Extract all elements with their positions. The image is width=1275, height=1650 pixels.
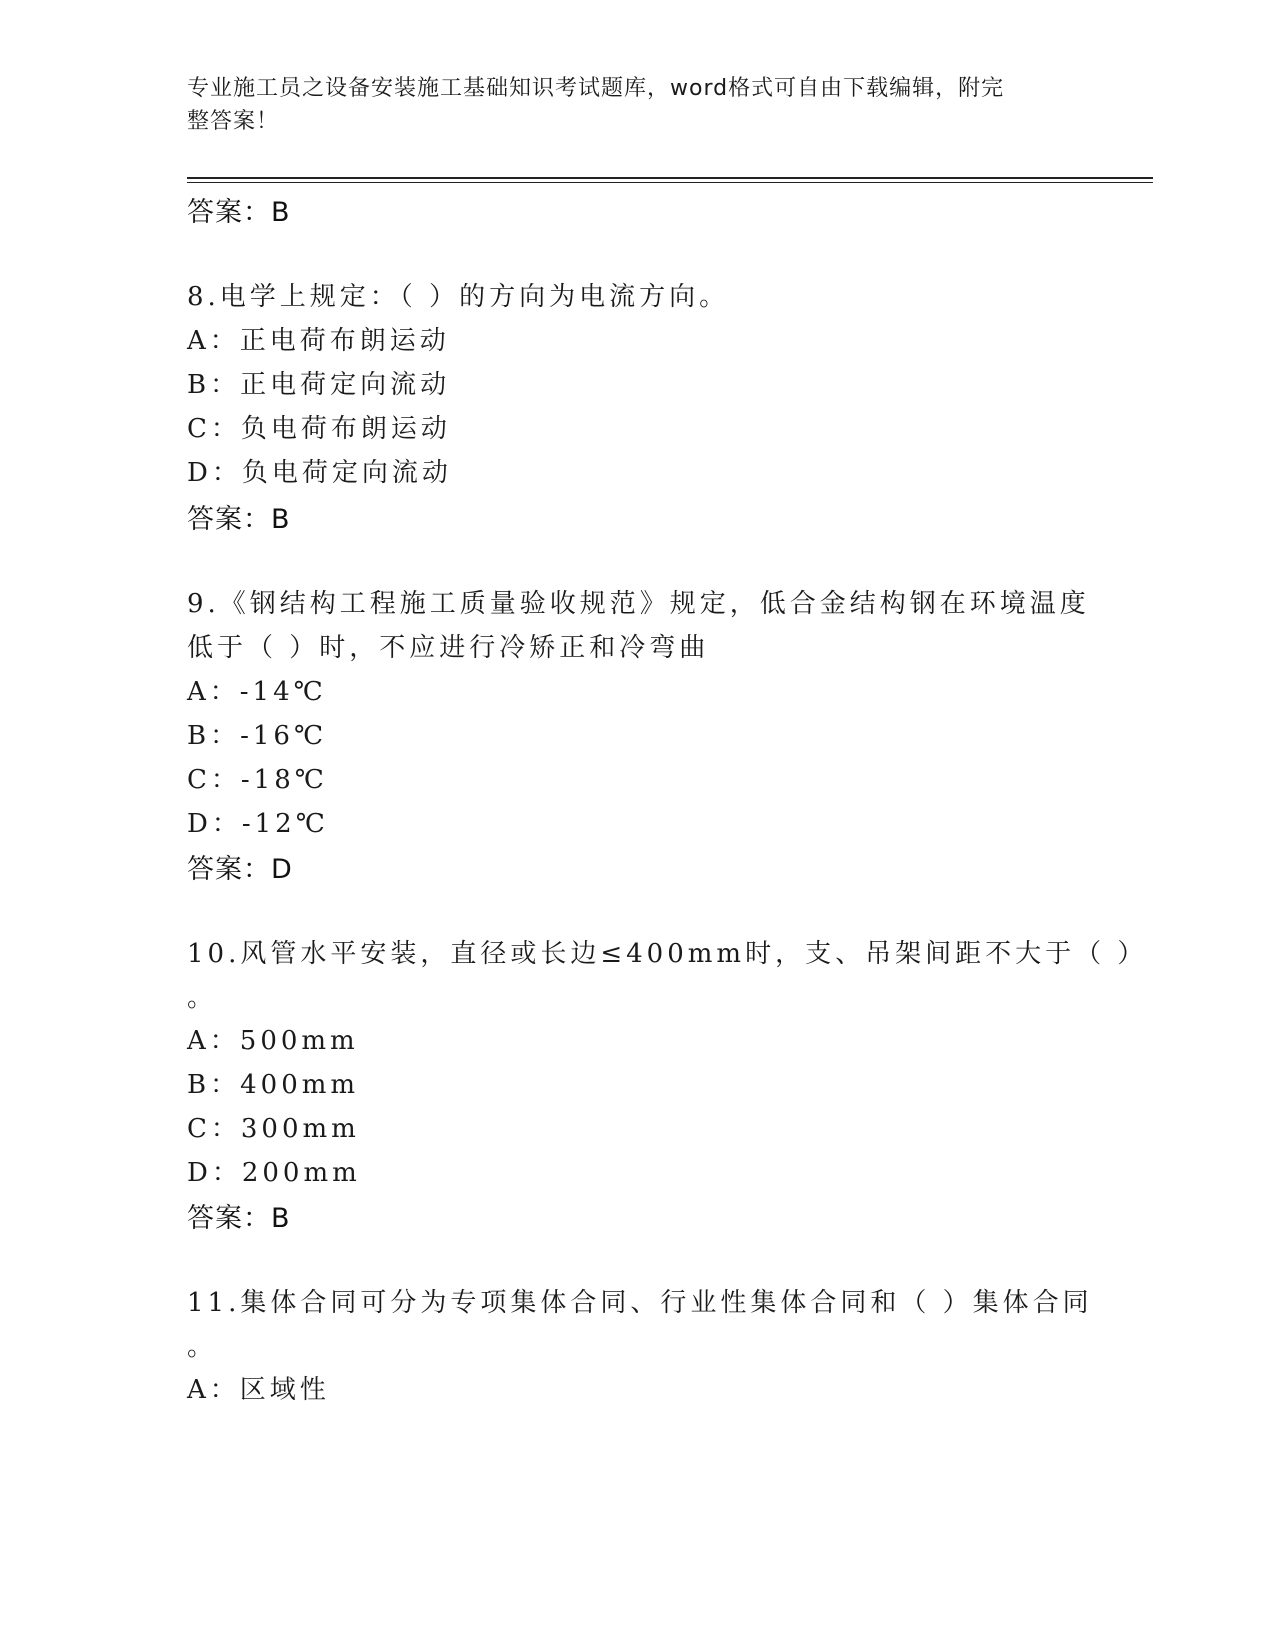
header-divider-thick bbox=[187, 177, 1153, 179]
question-9-stem-line-2: 低于（ ）时，不应进行冷矫正和冷弯曲 bbox=[187, 633, 710, 663]
question-10-stem-line-1: 10.风管水平安装，直径或长边≤400mm时，支、吊架间距不大于（ ） bbox=[187, 939, 1148, 969]
question-8-answer: 答案：B bbox=[187, 504, 291, 535]
question-8-stem: 8.电学上规定：（ ）的方向为电流方向。 bbox=[187, 282, 730, 312]
question-10-option-b: B：400mm bbox=[187, 1070, 360, 1100]
question-9-stem-line-1: 9.《钢结构工程施工质量验收规范》规定，低合金结构钢在环境温度 bbox=[187, 589, 1090, 619]
question-9-option-b: B：-16℃ bbox=[187, 721, 328, 751]
question-9-option-d: D：-12℃ bbox=[187, 809, 329, 839]
question-8-option-b: B：正电荷定向流动 bbox=[187, 370, 451, 400]
header-note bbox=[187, 72, 1067, 138]
header-note-line-2: 整答案！ bbox=[187, 109, 280, 134]
question-8-option-d: D：负电荷定向流动 bbox=[187, 458, 452, 488]
question-8-option-c: C：负电荷布朗运动 bbox=[187, 414, 451, 444]
question-10-option-a: A：500mm bbox=[187, 1026, 359, 1056]
header-note-line-1: 专业施工员之设备安装施工基础知识考试题库，word格式可自由下载编辑，附完 bbox=[187, 76, 1005, 101]
question-9-option-c: C：-18℃ bbox=[187, 765, 328, 795]
question-10-answer: 答案：B bbox=[187, 1203, 291, 1234]
question-11-stem-line-1: 11.集体合同可分为专项集体合同、行业性集体合同和（ ）集体合同 bbox=[187, 1288, 1093, 1318]
question-8-option-a: A：正电荷布朗运动 bbox=[187, 326, 450, 356]
question-9-option-a: A：-14℃ bbox=[187, 677, 327, 707]
question-11-stem-line-2: 。 bbox=[187, 1332, 218, 1362]
question-10-option-d: D：200mm bbox=[187, 1158, 361, 1188]
question-10-option-c: C：300mm bbox=[187, 1114, 360, 1144]
previous-answer: 答案：B bbox=[187, 197, 291, 228]
question-11-option-a: A：区域性 bbox=[187, 1375, 330, 1405]
question-9-answer: 答案：D bbox=[187, 854, 293, 885]
question-10-stem-line-2: 。 bbox=[187, 983, 218, 1013]
header-divider-thin bbox=[187, 182, 1153, 183]
